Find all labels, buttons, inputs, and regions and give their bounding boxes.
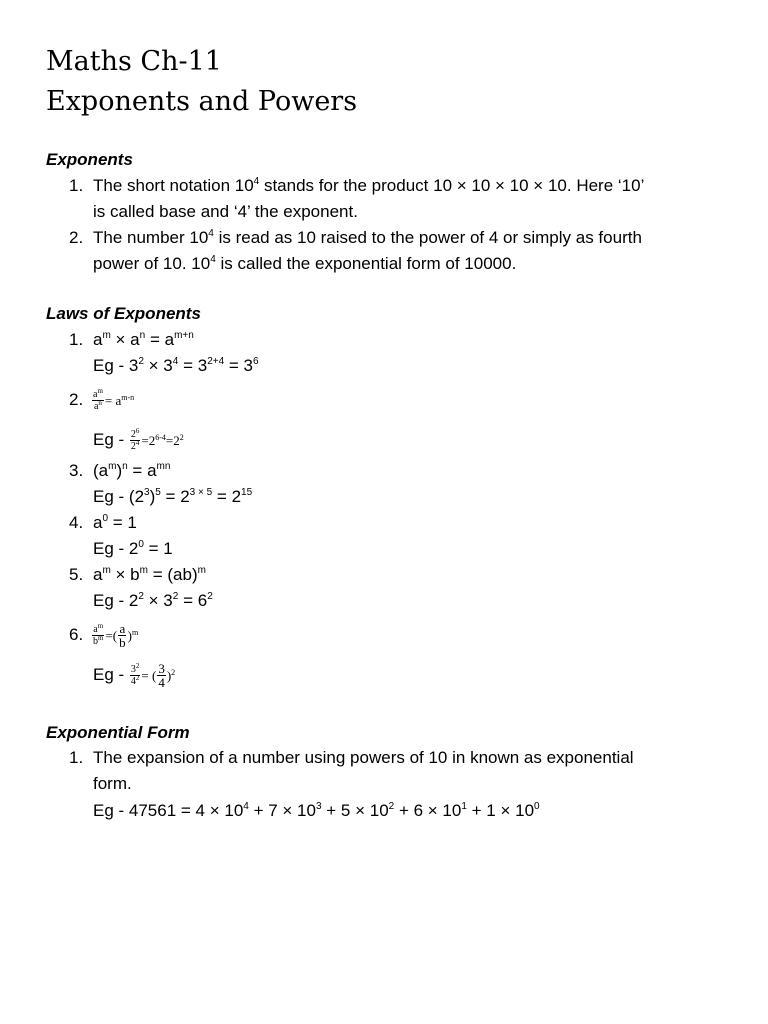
fraction: $\frac{2^6}{2^4}$ bbox=[130, 427, 140, 453]
list-number: 2. bbox=[69, 228, 84, 247]
list-number: 5. bbox=[69, 565, 84, 584]
exponential-form-example: $Eg - 47561 = 4 \times 10^4 + 7 \times 10^3 + 5 \times 10^2 + 6 \times 10^1 + 1 \times 10^0$ bbox=[93, 801, 540, 820]
fraction: $\frac{3}{4}$ bbox=[158, 661, 165, 691]
law-rule: $(a^m)^n = a^{mn}$ bbox=[93, 461, 171, 480]
law-example: $Eg - 3^2 \times 3^4 = 3^{2+4} = 3^6$ bbox=[93, 356, 259, 375]
law-example: Eg - $\frac{2^6}{2^4}$ $=2^{6-4}=2^2$ bbox=[93, 427, 184, 453]
list-number: 1. bbox=[69, 330, 84, 349]
document-subtitle: Exponents and Powers bbox=[46, 86, 358, 117]
fraction: $\frac{a}{b}$ bbox=[119, 621, 126, 651]
list-number: 3. bbox=[69, 461, 84, 480]
law-example: $Eg - 2^0 = 1$ bbox=[93, 539, 173, 558]
list-item-text: The short notation $10^4$ stands for the product 10 × 10 × 10 × 10. Here ‘10’ bbox=[93, 176, 645, 195]
list-item-text: is called base and ‘4’ the exponent. bbox=[93, 202, 358, 221]
list-number: 1. bbox=[69, 748, 84, 767]
section-heading-exponential-form: Exponential Form bbox=[46, 723, 190, 742]
fraction: $\frac{a^m}{a^n}$ bbox=[93, 387, 103, 413]
fraction: $\frac{a^m}{b^m}$ bbox=[93, 622, 104, 648]
law-rule: $\frac{a^m}{b^m}$ =( $\frac{a}{b}$ )$^m$ bbox=[93, 621, 139, 651]
section-heading-laws: Laws of Exponents bbox=[46, 304, 201, 323]
list-item-text: power of 10. $10^4$ is called the exponential form of 10000. bbox=[93, 254, 517, 273]
list-number: 4. bbox=[69, 513, 84, 532]
law-rule: $\frac{a^m}{a^n}$ = $a^{m-n}$ bbox=[93, 387, 135, 413]
law-rule: $a^m \times a^n = a^{m+n}$ bbox=[93, 330, 194, 349]
list-item-text: The expansion of a number using powers of 10 in known as exponential bbox=[93, 748, 634, 767]
list-number: 1. bbox=[69, 176, 84, 195]
law-rule: $a^0 = 1$ bbox=[93, 513, 137, 532]
list-item-text: form. bbox=[93, 774, 132, 793]
list-number: 6. bbox=[69, 625, 84, 644]
document-title: Maths Ch-11 bbox=[46, 46, 222, 77]
fraction: $\frac{3^2}{4^2}$ bbox=[130, 662, 140, 688]
law-rule: $a^m \times b^m = (ab)^m$ bbox=[93, 565, 206, 584]
list-item-text: The number $10^4$ is read as 10 raised to the power of 4 or simply as fourth bbox=[93, 228, 642, 247]
law-example: $Eg - 2^2 \times 3^2 = 6^2$ bbox=[93, 591, 213, 610]
law-example: Eg - $\frac{3^2}{4^2}$ = ( $\frac{3}{4}$ )$^2$ bbox=[93, 661, 176, 691]
list-number: 2. bbox=[69, 390, 84, 409]
law-example: $Eg - (2^3)^5 = 2^{3 \times 5} = 2^{15}$ bbox=[93, 487, 253, 506]
section-heading-exponents: Exponents bbox=[46, 150, 133, 169]
